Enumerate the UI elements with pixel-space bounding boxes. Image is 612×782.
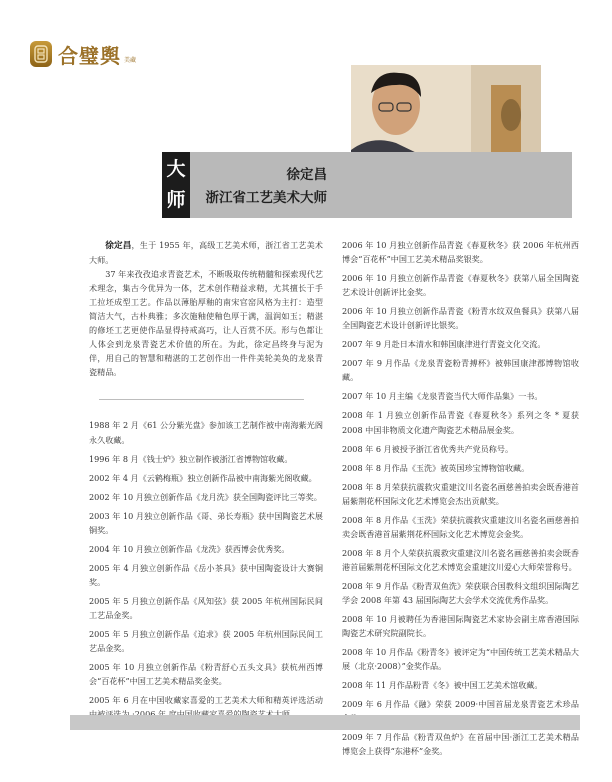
bio-intro-text: ，生于 1955 年，高级工艺美术师，浙江省工艺美术大师。 [89,240,323,266]
event-item: 2008 年 6 月被授予浙江省优秀共产党员称号。 [342,443,514,454]
event-item: 2002 年 10 月独立创新作品《龙月洗》获全国陶瓷评比三等奖。 [89,491,322,502]
left-column [89,238,323,726]
event-item: 2005 年 4 月独立创新作品《岳小茶具》获中国陶瓷设计大赛铜奖。 [89,562,323,587]
event-item: 2008 年 1 月独立创新作品青瓷《春夏秋冬》系列之冬 * 夏获 2008 中国非物质文化遗产陶瓷艺术精品展金奖。 [342,410,579,435]
event-item: 2002 年 4 月《云鹤梅瓶》独立创新作品被中南海紫光阁收藏。 [89,472,317,483]
section-tag-char-2: 师 [166,189,186,211]
section-tag-char-1: 大 [166,158,186,180]
artist-title: 浙江省工艺美术大师 [205,190,327,206]
event-item: 2005 年 10 月独立创新作品《粉青舒心五头文具》获杭州西博会“百花杯”中国工艺美术精品奖金奖。 [89,662,323,687]
right-column [342,238,579,763]
footer-bar [70,715,580,730]
event-item: 2007 年 10 月主编《龙泉青瓷当代大师作品集》一书。 [342,391,543,402]
bio-name: 徐定昌 [105,241,132,251]
event-item: 2005 年 5 月独立创新作品《追求》获 2005 年杭州国际民间工艺品金奖。 [89,629,323,654]
event-item: 2003 年 10 月独立创新作品《哥、弟长寿瓶》获中国陶瓷艺术展铜奖。 [89,510,323,535]
event-item: 2005 年 6 月在中国收藏家喜爱的工艺美术大师和精英评选活动 [89,695,323,706]
event-item: 1988 年 2 月《61 公分紫光盘》参加该工艺制作被中南海紫光阁永久收藏。 [89,420,323,445]
event-item: 2006 年 10 月独立创新作品青瓷《粉青水纹双鱼餐具》获第八届全国陶瓷艺术设计创新评比银奖。 [342,306,579,331]
event-item: 2008 年 8 月作品《玉洗》荣获抗震救灾重建汶川名瓷名画慈善拍卖会既香港首届紫荆花杯国际文化艺术博览会金奖。 [342,514,579,539]
event-item: 2009 年 6 月作品《融》荣获 2009·中国首届龙泉青瓷艺术珍品 [342,699,579,710]
logo-sub-text: 美藏 [124,56,137,64]
event-item: 2009 年 7 月作品《粉青双鱼炉》在首届中国·浙江工艺美术精品博览会上获得“东港杯”金奖。 [342,732,579,757]
event-item: 1996 年 8 月《钱士炉》独立制作被浙江省博物馆收藏。 [89,453,293,464]
event-item: 2005 年 5 月独立创新作品《风知弦》获 2005 年杭州国际民间工艺品金奖。 [89,595,323,620]
event-item: 2008 年 10 月被聘任为香港国际陶瓷艺术家协会副主席香港国际陶瓷艺术研究院副院长。 [342,614,579,639]
event-item: 2004 年 10 月独立创新作品《龙洗》获西博会优秀奖。 [89,543,290,554]
event-item: 2008 年 10 月作品《粉青冬》被评定为“中国传统工艺美术精品大展（北京·2008）”金奖作品。 [342,647,580,672]
seal-icon [30,41,52,67]
bio-intro [89,238,323,267]
event-item: 2007 年 9 月作品《龙泉青瓷粉青搏杯》被韩国康津郡博物馆收藏。 [342,358,579,383]
header-band [162,152,572,218]
event-item: 2008 年 9 月作品《粉青双鱼洗》荣获联合国教科文组织国际陶艺学会 2008 年第 43 届国际陶艺大会学术交流优秀作品奖。 [342,580,579,605]
event-item: 2008 年 8 月荣获抗震救灾重建汶川名瓷名画慈善拍卖会既香港首届紫荆花杯国际文化艺术博览会杰出贡献奖。 [342,481,579,506]
artist-name: 徐定昌 [286,167,327,183]
bio-body: 37 年来孜孜追求青瓷艺术，不断吸取传统精髓和探索现代艺术理念，集古今优异为一体，艺术创作精益求精，尤其擅长于手工拉坯成型工艺。作品以薄胎厚釉的南宋官窑风格为主打：造型简洁大气，古朴典雅；多次施釉使釉色厚于满，温润如玉；精湛的修坯工艺更使作品显得持戒高巧，让人百赏不厌。形与色都让人体会到龙泉青瓷艺术价值的所在。为此，徐定昌终身与泥为伴，用自己的智慧和精湛的工艺创作出一件件美轮美奂的龙泉青瓷精品。 [89,269,323,378]
event-item: 2006 年 10 月独立创新作品青瓷《春夏秋冬》获第八届全国陶瓷艺术设计创新评比金奖。 [342,273,579,298]
event-item: 2007 年 9 月赴日本清水和韩国康津进行青瓷文化交流。 [342,339,546,350]
event-item: 2008 年 8 月个人荣获抗震救灾重建汶川名瓷名画慈善拍卖会既香港首届紫荆花杯国际文化艺术博览会重建汶川爱心大师荣誉称号。 [342,547,579,572]
event-item: 2006 年 10 月独立创新作品青瓷《春夏秋冬》获 2006 年杭州西博会“百花杯”中国工艺美术精品奖银奖。 [342,240,579,265]
section-tag [162,152,190,218]
event-item: 2008 年 11 月作品粉青《冬》被中国工艺美术馆收藏。 [342,680,543,691]
publication-logo [30,40,136,68]
section-divider [99,399,304,400]
event-item: 2008 年 8 月作品《玉洗》被英国珍宝博物馆收藏。 [342,462,530,473]
logo-brand-text: 合璧舆 [58,43,121,68]
